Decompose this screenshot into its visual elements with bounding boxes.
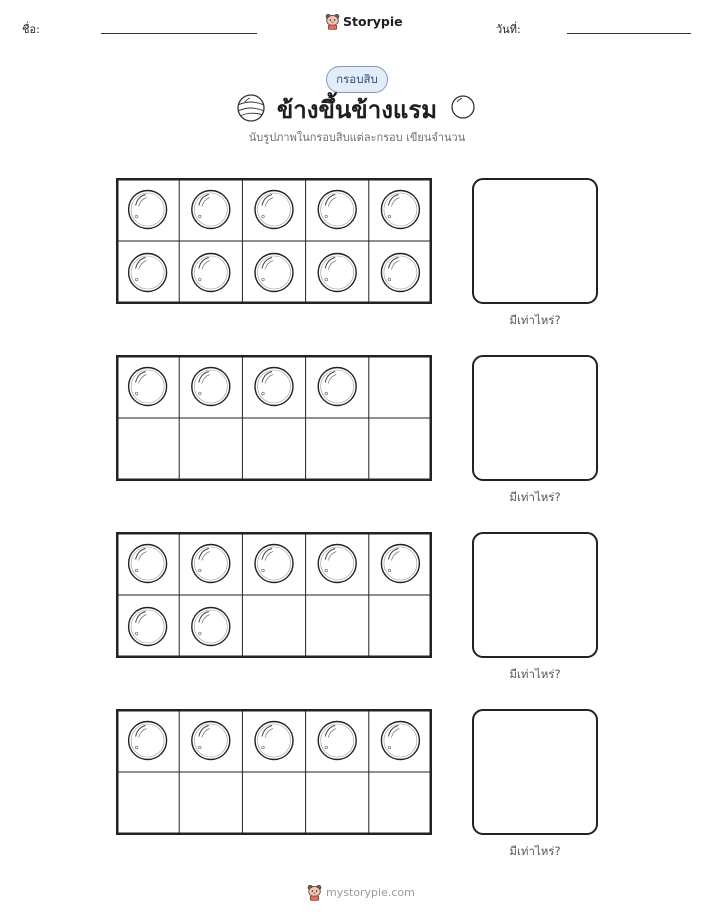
moon-counter-icon <box>129 608 167 646</box>
moon-counter-icon <box>192 191 230 229</box>
date-label: วันที่: <box>496 23 521 36</box>
moon-counter-icon <box>192 545 230 583</box>
moon-counter-icon <box>318 368 356 406</box>
moon-counter-icon <box>381 722 419 760</box>
footer-site: mystorypie.com <box>326 886 415 899</box>
moon-counter-icon <box>255 368 293 406</box>
moon-counter-icon <box>381 545 419 583</box>
how-many-prompt: มีเท่าไหร่? <box>509 667 561 681</box>
answer-box[interactable] <box>472 355 598 481</box>
ten-frame <box>116 709 432 835</box>
moon-counter-icon <box>318 254 356 292</box>
storypie-mascot-icon <box>325 13 340 30</box>
answer-box[interactable] <box>472 178 598 304</box>
ten-frame <box>116 355 432 481</box>
moon-counter-icon <box>255 191 293 229</box>
moon-counter-icon <box>381 191 419 229</box>
date-field[interactable] <box>567 33 691 34</box>
ten-frame <box>116 178 432 304</box>
brand-name: Storypie <box>343 14 403 29</box>
name-field[interactable] <box>101 33 257 34</box>
moon-counter-icon <box>129 254 167 292</box>
topic-badge: กรอบสิบ <box>326 66 388 93</box>
instructions: นับรูปภาพในกรอบสิบแต่ละกรอบ เขียนจำนวน <box>248 131 466 144</box>
how-many-prompt: มีเท่าไหร่? <box>509 490 561 504</box>
moon-counter-icon <box>192 722 230 760</box>
brand-logo <box>325 13 403 30</box>
how-many-prompt: มีเท่าไหร่? <box>509 844 561 858</box>
moon-counter-icon <box>255 254 293 292</box>
moon-counter-icon <box>381 254 419 292</box>
moon-counter-icon <box>318 722 356 760</box>
footer <box>307 884 415 901</box>
how-many-prompt: มีเท่าไหร่? <box>509 313 561 327</box>
moon-counter-icon <box>129 368 167 406</box>
full-moon-icon <box>450 94 476 120</box>
moon-counter-icon <box>129 191 167 229</box>
answer-box[interactable] <box>472 709 598 835</box>
page-title: ข้างขึ้นข้างแรม <box>276 96 438 124</box>
moon-counter-icon <box>255 722 293 760</box>
ten-frame <box>116 532 432 658</box>
storypie-mascot-icon <box>307 884 322 901</box>
moon-counter-icon <box>129 722 167 760</box>
moon-counter-icon <box>129 545 167 583</box>
name-label: ชื่อ: <box>22 23 40 36</box>
moon-counter-icon <box>192 368 230 406</box>
moon-counter-icon <box>318 545 356 583</box>
moon-counter-icon <box>192 254 230 292</box>
moon-counter-icon <box>192 608 230 646</box>
moon-counter-icon <box>255 545 293 583</box>
answer-box[interactable] <box>472 532 598 658</box>
moon-counter-icon <box>318 191 356 229</box>
